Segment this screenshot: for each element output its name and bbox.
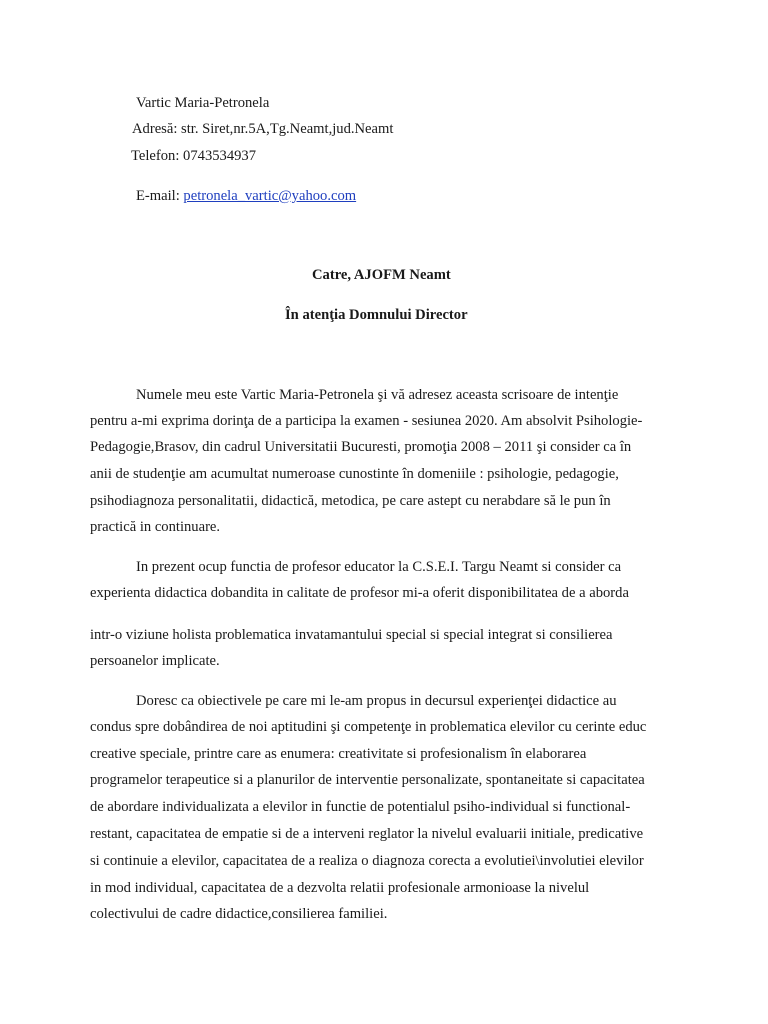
paragraph-line: intr-o viziune holista problematica invatamantului special si special integrat si consilierea [90, 627, 613, 643]
recipient-to: Catre, AJOFM Neamt [312, 267, 451, 283]
sender-address: Adresă: str. Siret,nr.5A,Tg.Neamt,jud.Neamt [132, 121, 394, 137]
paragraph-line: anii de studenţie am acumultat numeroase cunostinte în domeniile : psihologie, pedagogie, [90, 466, 619, 482]
paragraph-line: in mod individual, capacitatea de a dezvolta relatii profesionale armonioase la nivelul [90, 880, 590, 896]
paragraph-line: colectivului de cadre didactice,consilierea familiei. [90, 906, 388, 922]
paragraph-line: pentru a-mi exprima dorinţa de a participa la examen - sesiunea 2020. Am absolvit Psihologie- [90, 413, 643, 429]
paragraph-line: de abordare individualizata a elevilor in functie de potentialul psiho-individual si functional- [90, 799, 631, 815]
paragraph-line: creative speciale, printre care as enumera: creativitate si profesionalism în elaborarea [90, 746, 587, 762]
paragraph-line: In prezent ocup functia de profesor educator la C.S.E.I. Targu Neamt si consider ca [136, 559, 622, 575]
email-label: E-mail: [136, 188, 184, 204]
paragraph-line: condus spre dobândirea de noi aptitudini şi competenţe in problematica elevilor cu cerinte educ [90, 719, 647, 735]
paragraph-line: programelor terapeutice si a planurilor de interventie personalizate, spontaneitate si capacitatea [90, 772, 645, 788]
paragraph-line: persoanelor implicate. [90, 653, 220, 669]
email-link[interactable]: petronela_vartic@yahoo.com [183, 188, 357, 204]
recipient-attention: În atenţia Domnului Director [285, 307, 468, 323]
paragraph-line: si continuie a elevilor, capacitatea de a realiza o diagnoza corecta a evolutiei\involutiei elevilor [90, 853, 644, 869]
paragraph-line: Pedagogie,Brasov, din cadrul Universitatii Bucuresti, promoţia 2008 – 2011 şi consider ca în [90, 439, 632, 455]
sender-phone: Telefon: 0743534937 [131, 148, 257, 164]
paragraph-line: Doresc ca obiectivele pe care mi le-am propus in decursul experienţei didactice au [136, 693, 617, 709]
sender-name: Vartic Maria-Petronela [136, 95, 270, 111]
paragraph-line: Numele meu este Vartic Maria-Petronela şi vă adresez aceasta scrisoare de intenţie [136, 387, 619, 403]
sender-email-line [136, 187, 356, 205]
paragraph-line: restant, capacitatea de empatie si de a interveni reglator la nivelul evaluarii initiale, predicative [90, 826, 644, 842]
paragraph-line: psihodiagnoza personalitatii, didactică, metodica, pe care astept cu nerabdare să le pun în [90, 493, 611, 509]
paragraph-line: practică in continuare. [90, 519, 221, 535]
paragraph-line: experienta didactica dobandita in calitate de profesor mi-a oferit disponibilitatea de a aborda [90, 585, 629, 601]
